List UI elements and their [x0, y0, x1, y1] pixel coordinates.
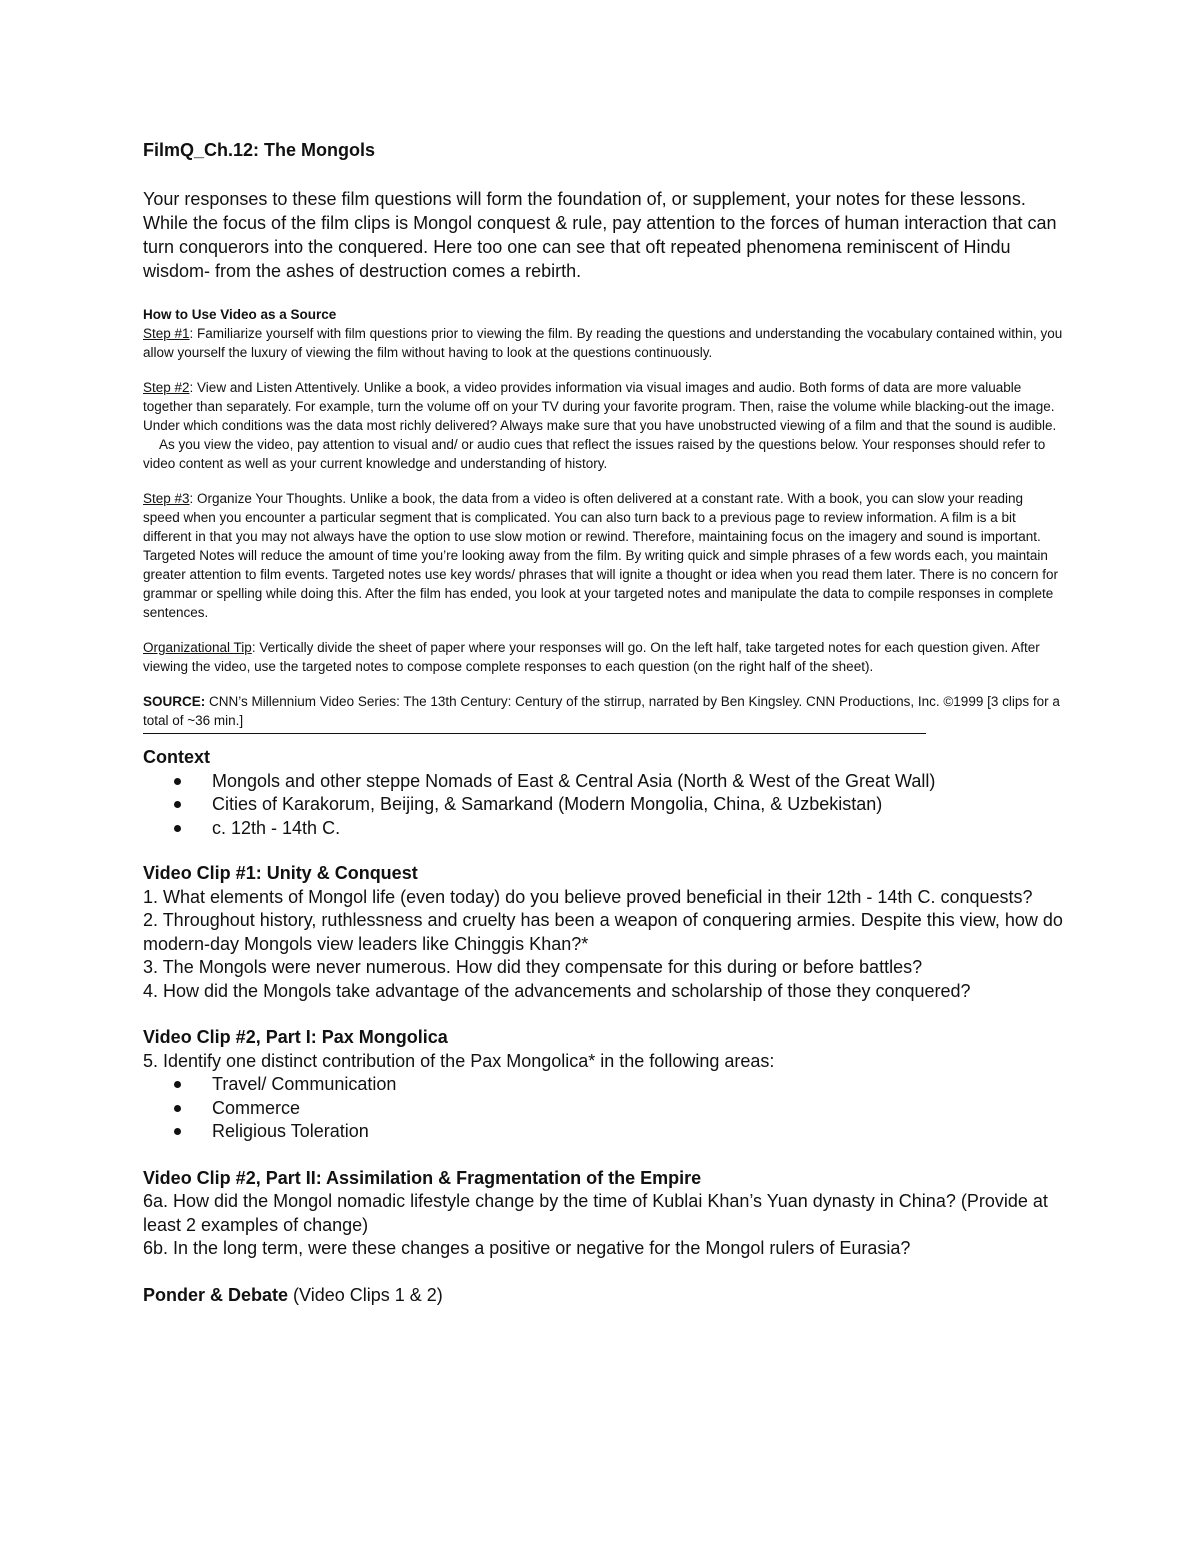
question-6a: 6a. How did the Mongol nomadic lifestyle change by the time of Kublai Khan’s Yuan dynasty in China? (Provide at least 2 examples of change)	[143, 1191, 1048, 1235]
step-2	[143, 378, 1063, 435]
question-5: 5. Identify one distinct contribution of the Pax Mongolica* in the following areas:	[143, 1050, 775, 1071]
step-3-text: : Organize Your Thoughts. Unlike a book, the data from a video is often delivered at a constant rate. With a book, you can slow your reading speed when you encounter a particular segment that is complicated. You can also turn back to a previous page to review information. A film is a bit different in that you may not always have the option to use slow motion or rewind. Therefore, maintaining focus on the imagery and sound is important. Targeted Notes will reduce the amount of time you’re looking away from the film. By writing quick and simple phrases of a few words each, you maintain greater attention to film events. Targeted notes use key words/ phrases that will ignite a thought or idea when you read them later. There is no concern for grammar or spelling while doing this. After the film has ended, you look at your targeted notes and manipulate the data to compile responses in complete sentences.	[143, 491, 1059, 620]
step-2-label: Step #2	[143, 380, 190, 395]
list-item-text: Cities of Karakorum, Beijing, & Samarkand (Modern Mongolia, China, & Uzbekistan)	[212, 794, 883, 814]
organizational-tip	[143, 638, 1063, 676]
clip-1-section	[143, 862, 1063, 1003]
how-to-heading: How to Use Video as a Source	[143, 307, 337, 322]
question-3: 3. The Mongols were never numerous. How did they compensate for this during or before battles?	[143, 957, 923, 977]
source-line	[143, 692, 1063, 730]
intro-paragraph: Your responses to these film questions will form the foundation of, or supplement, your notes for these lessons. While the focus of the film clips is Mongol conquest & rule, pay attention to the forces of human interaction that can turn conquerors into the conquered. Here too one can see that oft repeated phenomena reminiscent of Hindu wisdom- from the ashes of destruction comes a rebirth.	[143, 189, 1057, 281]
source-label: SOURCE:	[143, 694, 206, 709]
step-3	[143, 489, 1063, 622]
step-2-continued	[143, 435, 1063, 473]
list-item-text: Mongols and other steppe Nomads of East & Central Asia (North & West of the Great Wall)	[212, 770, 936, 791]
clip-2-part-2-section	[143, 1167, 1063, 1261]
how-to-section	[143, 305, 1063, 730]
list-item	[143, 1120, 1063, 1144]
step-1	[143, 324, 1063, 362]
step-3-label: Step #3	[143, 491, 190, 506]
document-page	[143, 140, 1063, 1330]
ponder-note: (Video Clips 1 & 2)	[288, 1284, 443, 1305]
context-list	[143, 770, 1063, 841]
list-item	[143, 1073, 1063, 1097]
list-item	[143, 1097, 1063, 1121]
list-item	[143, 770, 1063, 794]
tip-label: Organizational Tip	[143, 640, 252, 655]
list-item	[143, 817, 1063, 841]
horizontal-rule	[143, 733, 926, 734]
document-title: FilmQ_Ch.12: The Mongols	[143, 140, 376, 160]
context-heading: Context	[143, 747, 210, 767]
list-item	[143, 793, 1063, 817]
step-2-text: : View and Listen Attentively. Unlike a book, a video provides information via visual images and audio. Both forms of data are more valuable together than separately. For example, turn the volume off on your TV during your favorite program. Then, raise the volume while blacking-out the image. Under which conditions was the data most richly delivered? Always make sure that you have unobstructed viewing of a film and that the sound is audible.	[143, 380, 1057, 433]
context-section	[143, 746, 1063, 840]
step-1-label: Step #1	[143, 326, 190, 341]
bullet-icon	[174, 1105, 181, 1112]
list-item-text: Commerce	[212, 1097, 301, 1118]
question-1: 1. What elements of Mongol life (even today) do you believe proved beneficial in their 12th - 14th C. conquests?	[143, 886, 1033, 907]
list-item-text: Travel/ Communication	[212, 1074, 397, 1094]
bullet-icon	[174, 1128, 181, 1135]
question-4: 4. How did the Mongols take advantage of the advancements and scholarship of those they conquered?	[143, 980, 971, 1001]
tip-text: : Vertically divide the sheet of paper where your responses will go. On the left half, take targeted notes for each question given. After viewing the video, use the targeted notes to compose complete responses to each question (on the right half of the sheet).	[143, 640, 1040, 674]
source-text: CNN’s Millennium Video Series: The 13th Century: Century of the stirrup, narrated by Ben Kingsley. CNN Productions, Inc. ©1999 [3 clips for a total of ~36 min.]	[143, 694, 1060, 728]
list-item-text: c. 12th - 14th C.	[212, 817, 341, 838]
step-2-continued-text: As you view the video, pay attention to visual and/ or audio cues that reflect the issues raised by the questions below. Your responses should refer to video content as well as your current knowledge and understanding of history.	[143, 437, 1046, 471]
question-6b: 6b. In the long term, were these changes a positive or negative for the Mongol rulers of Eurasia?	[143, 1238, 911, 1258]
clip-2-part-2-heading: Video Clip #2, Part II: Assimilation & Fragmentation of the Empire	[143, 1167, 702, 1188]
ponder-heading: Ponder & Debate	[143, 1284, 289, 1305]
bullet-icon	[174, 801, 181, 808]
step-1-text: : Familiarize yourself with film questions prior to viewing the film. By reading the questions and understanding the vocabulary contained within, you allow yourself the luxury of viewing the film without having to look at the questions continuously.	[143, 326, 1063, 360]
bullet-icon	[174, 778, 181, 785]
pax-areas-list	[143, 1073, 1063, 1144]
bullet-icon	[174, 1081, 181, 1088]
clip-2-part-1-section	[143, 1026, 1063, 1144]
clip-2-part-1-heading: Video Clip #2, Part I: Pax Mongolica	[143, 1027, 448, 1047]
clip-1-heading: Video Clip #1: Unity & Conquest	[143, 863, 418, 883]
bullet-icon	[174, 825, 181, 832]
question-2: 2. Throughout history, ruthlessness and cruelty has been a weapon of conquering armies. Despite this view, how do modern-day Mongols view leaders like Chinggis Khan?*	[143, 910, 1063, 954]
list-item-text: Religious Toleration	[212, 1121, 369, 1141]
ponder-section	[143, 1284, 1063, 1308]
